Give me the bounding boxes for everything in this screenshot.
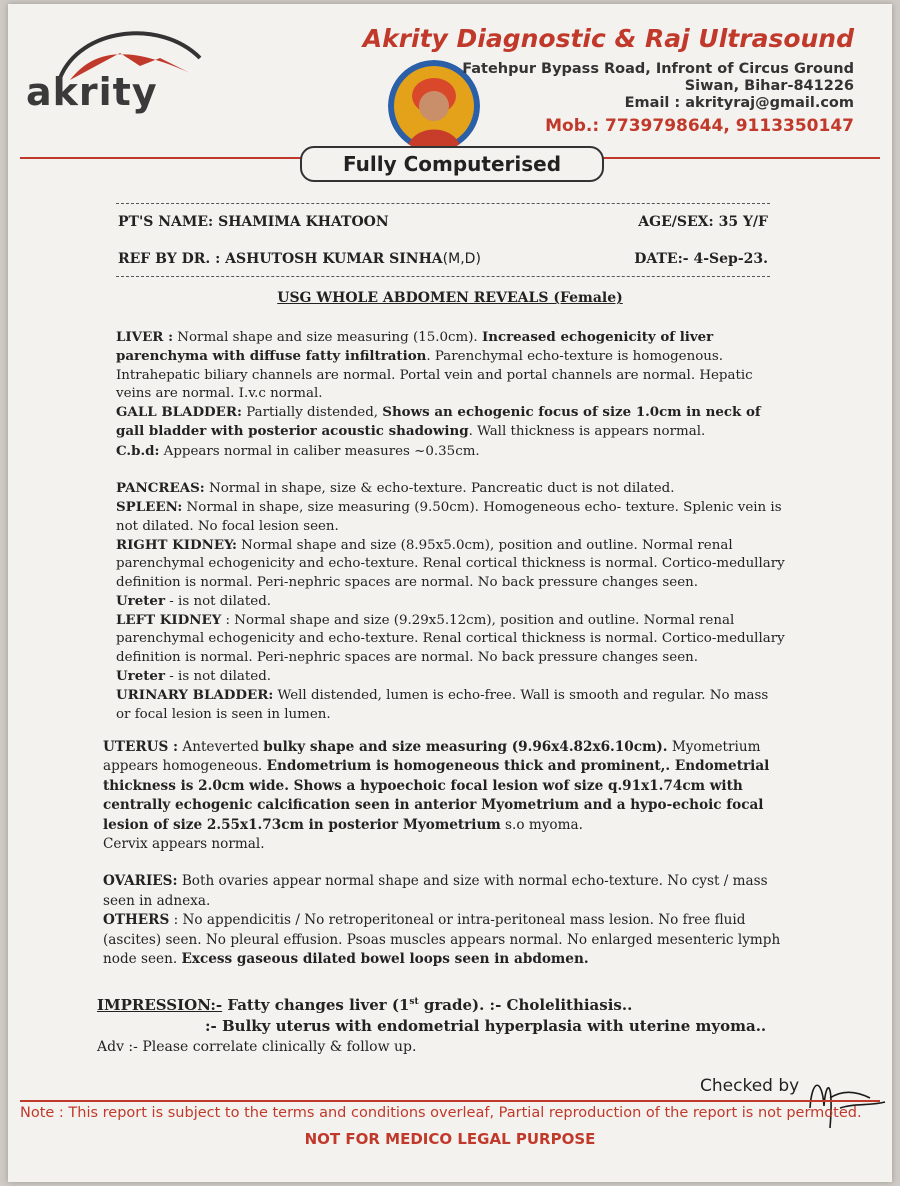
- pancreas-finding: PANCREAS: Normal in shape, size & echo-texture. Pancreatic duct is not dilated.: [116, 480, 675, 497]
- impression-line-2: :- Bulky uterus with endometrial hyperplasia with uterine myoma..: [205, 1017, 767, 1035]
- advice-line: Adv :- Please correlate clinically & follow up.: [97, 1039, 417, 1055]
- liver-finding: LIVER : Normal shape and size measuring (15.0cm). Increased echogenicity of liver parenchyma with diffuse fatty infiltration. Parenchymal echo-texture is homogenous. Intrahepatic biliary channels are normal. Portal vein and portal channels are normal. Hepatic veins are normal. I.v.c normal.: [116, 329, 753, 401]
- clinic-email: Email : akrityraj@gmail.com: [624, 95, 854, 111]
- clinic-mobile: Mob.: 7739798644, 9113350147: [545, 116, 854, 136]
- gall-bladder-finding: GALL BLADDER: Partially distended, Shows an echogenic focus of size 1.0cm in neck of gall bladder with posterior acoustic shadowing. Wall thickness is appears normal.: [116, 404, 761, 440]
- clinic-name: Akrity Diagnostic & Raj Ultrasound: [362, 24, 854, 53]
- right-ureter-finding: Ureter - is not dilated.: [116, 592, 272, 609]
- divider-dashed: [116, 276, 770, 277]
- findings-upper: [116, 328, 786, 724]
- urinary-bladder-finding: URINARY BLADDER: Well distended, lumen is echo-free. Wall is smooth and regular. No mass or focal lesion is seen in lumen.: [116, 687, 769, 722]
- right-kidney-finding: RIGHT KIDNEY: Normal shape and size (8.95x5.0cm), position and outline. Normal renal parenchymal echogenicity and echo-texture. Renal cortical thickness is normal. Cortico-medullary definition is normal. Peri-nephric spaces are normal. No back pressure changes seen.: [116, 536, 785, 590]
- footer-divider: [20, 1100, 880, 1102]
- legal-disclaimer: NOT FOR MEDICO LEGAL PURPOSE: [304, 1130, 596, 1148]
- patient-name: PT'S NAME: SHAMIMA KHATOON: [118, 214, 389, 230]
- spleen-finding: SPLEEN: Normal in shape, size measuring (9.50cm). Homogeneous echo- texture. Splenic vein is not dilated. No focal lesion seen.: [116, 499, 782, 534]
- left-kidney-finding: LEFT KIDNEY : Normal shape and size (9.29x5.12cm), position and outline. Normal renal parenchymal echogenicity and echo-texture. Renal cortical thickness is normal. Cortico-medullary definition is normal. Peri-nephric spaces are normal. No back pressure changes seen.: [116, 612, 785, 665]
- cbd-finding: C.b.d: Appears normal in caliber measures ~0.35cm.: [116, 442, 480, 459]
- clinic-address-2: Siwan, Bihar-841226: [684, 78, 854, 94]
- divider-dashed: [116, 203, 770, 204]
- cervix-finding: Cervix appears normal.: [103, 836, 265, 853]
- impression-line-1: IMPRESSION:- Fatty changes liver (1st grade). :- Cholelithiasis..: [97, 996, 633, 1014]
- impression-block: [97, 992, 817, 1058]
- clinic-info: [363, 24, 854, 136]
- patient-row-1: [118, 214, 768, 230]
- findings-lower: [103, 738, 793, 969]
- uterus-finding: UTERUS : Anteverted bulky shape and size measuring (9.96x4.82x6.10cm). Myometrium appears homogeneous. Endometrium is homogeneous thick and prominent,. Endometrial thickness is 2.0cm wide. Shows a hypoechoic focal lesion wof size q.91x1.74cm with centrally echogenic calcification seen in anterior Myometrium and a hypo-echoic focal lesion of size 2.55x1.73cm in posterior Myometrium s.o myoma.: [103, 739, 770, 833]
- report-title: USG WHOLE ABDOMEN REVEALS (Female): [277, 290, 623, 306]
- clinic-address-1: Fatehpur Bypass Road, Infront of Circus Ground: [462, 61, 854, 77]
- others-finding: OTHERS : No appendicitis / No retroperitoneal or intra-peritoneal mass lesion. No free fluid (ascites) seen. No pleural effusion. Psoas muscles appears normal. No enlarged mesenteric lymph node seen. Excess gaseous dilated bowel loops seen in abdomen.: [103, 912, 781, 968]
- referring-doctor: REF BY DR. : ASHUTOSH KUMAR SINHA: [118, 251, 443, 267]
- report-date: DATE:- 4-Sep-23.: [634, 251, 768, 267]
- footer-note: Note : This report is subject to the terms and conditions overleaf, Partial reproduction of the report is not permoted.: [20, 1105, 862, 1121]
- doctor-degree-handwritten: (M,D): [442, 251, 481, 267]
- patient-age-sex: AGE/SEX: 35 Y/F: [638, 214, 768, 230]
- ovaries-finding: OVARIES: Both ovaries appear normal shape and size with normal echo-texture. No cyst / mass seen in adnexa.: [103, 873, 768, 909]
- logo-wordmark: akrity: [26, 70, 158, 114]
- checked-by-label: Checked by: [700, 1076, 800, 1096]
- computerised-banner: Fully Computerised: [300, 146, 604, 182]
- letterhead: [18, 8, 880, 158]
- patient-row-2: [118, 251, 768, 267]
- left-ureter-finding: Ureter - is not dilated.: [116, 668, 272, 685]
